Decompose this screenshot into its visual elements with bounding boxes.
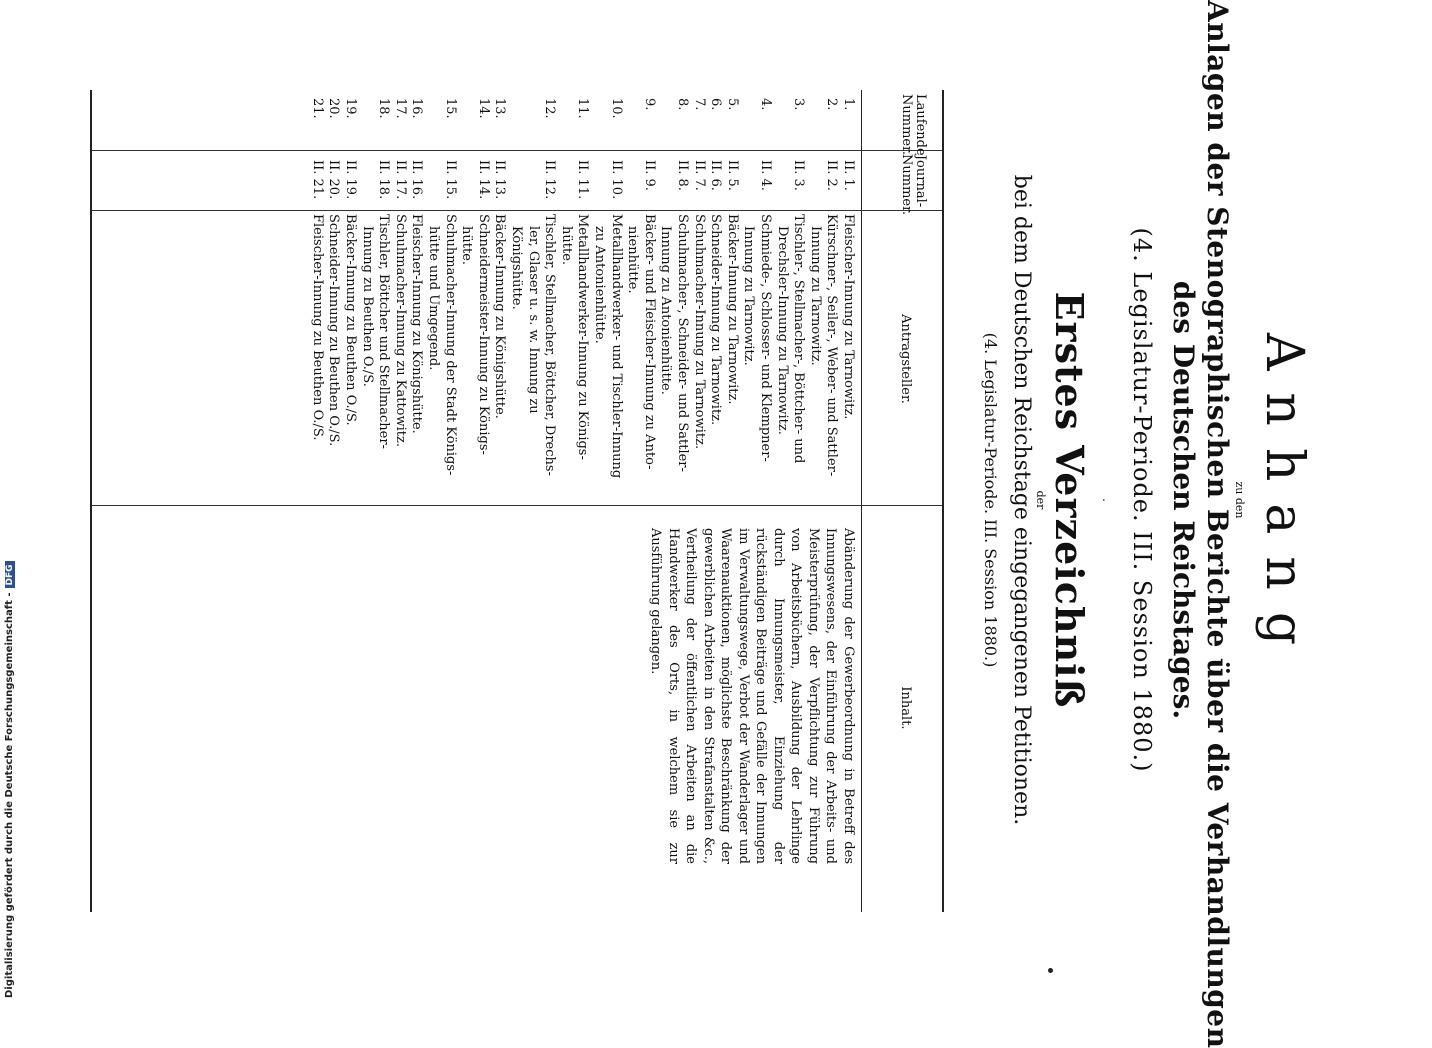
row-journal-nummer: II. 20. <box>326 160 342 200</box>
row-antragsteller: Tischler, Böttcher und Stellmacher- <box>376 214 392 449</box>
row-journal-nummer: II. 18. <box>376 160 392 200</box>
petitions-subtitle: bei dem Deutschen Reichstage eingegangenen Petitionen. <box>1009 174 1034 826</box>
column-divider-2 <box>92 210 942 211</box>
row-laufende-nummer: 19. <box>343 98 358 119</box>
column-divider-3 <box>92 505 942 506</box>
row-antragsteller: Schneider-Innung zu Beuthen O./S. <box>326 214 342 447</box>
row-journal-nummer: II. 6. <box>708 160 724 191</box>
row-antragsteller: Schneider-Innung zu Tarnowitz. <box>708 214 724 426</box>
row-antragsteller: nienhütte. <box>625 226 641 294</box>
row-laufende-nummer: 5. <box>724 98 740 111</box>
erstes-verzeichnis-title: Erstes Verzeichniß <box>1047 291 1092 709</box>
row-journal-nummer: II. 11. <box>575 160 591 200</box>
row-antragsteller: Schneidermeister-Innung zu Königs- <box>475 214 491 455</box>
row-laufende-nummer: 4. <box>758 98 773 111</box>
row-journal-nummer: II. 9. <box>641 160 657 191</box>
anlagen-line-2: des Deutschen Reichstages. <box>1167 280 1200 720</box>
row-laufende-nummer: 9. <box>641 98 657 111</box>
period-line: (4. Legislatur-Periode. III. Session 1880.) <box>1128 227 1156 773</box>
row-antragsteller: Innung zu Tarnowitz. <box>741 226 757 366</box>
row-antragsteller: Bäcker-Innung zu Tarnowitz. <box>724 214 740 405</box>
row-journal-nummer: II. 19. <box>343 160 358 200</box>
row-antragsteller: zu Antonienhütte. <box>592 226 607 344</box>
row-laufende-nummer: 12. <box>542 98 558 119</box>
row-journal-nummer: II. 10. <box>608 160 624 200</box>
col-header-inhalt: Inhalt. <box>898 686 913 730</box>
anhang-title: Anhang <box>1254 332 1314 668</box>
row-laufende-nummer: 1. <box>841 98 856 111</box>
inhalt-text <box>417 528 857 864</box>
row-antragsteller: Fleischer-Innung zu Tarnowitz. <box>841 214 856 420</box>
row-laufende-nummer: 14. <box>475 98 491 119</box>
row-laufende-nummer: 20. <box>326 98 342 119</box>
footer-text <box>4 561 15 998</box>
row-antragsteller: Schuhmacher-Innung zu Kattowitz. <box>392 214 408 447</box>
row-journal-nummer: II. 16. <box>409 160 425 200</box>
row-laufende-nummer: 3. <box>791 98 807 111</box>
inhalt-paragraph: Abänderung der Gewerbeordnung in Betreff des Innungswesens, der Einführung der Arbeits- und Meisterprüfung, der Verpflichtung zur Führung von Arbeitsbüchern, Ausbildung der Lehrlinge durch Innungsmeister, Einziehung der rückständigen Beiträge und Gefälle der Innungen im Verwaltungswege, Verbot der Wanderlager und Waarenauktionen, möglichste Beschränkung der gewerblichen Arbeiten in den Strafanstalten &c., Vertheilung der öffentlichen Arbeiten an die Handwerker des Orts, in welchem sie zur Ausführung gelangen. <box>648 528 856 864</box>
row-laufende-nummer: 15. <box>442 98 458 119</box>
anlagen-line-1: Anlagen der Stenographischen Berichte über die Verhandlungen <box>1201 0 1234 1048</box>
row-antragsteller: Tischler, Stellmacher, Böttcher, Drechs- <box>542 214 558 476</box>
row-laufende-nummer: 10. <box>608 98 624 119</box>
row-antragsteller: hütte. <box>558 226 574 266</box>
separator-dot: . <box>1100 498 1114 502</box>
scan-speck <box>1048 968 1053 973</box>
row-antragsteller: ler, Glaser u. s. w. Innung zu <box>525 226 541 414</box>
row-journal-nummer: II. 21. <box>309 160 325 200</box>
row-antragsteller: Schmiede-, Schlosser- und Klempner- <box>758 214 773 462</box>
row-laufende-nummer: 11. <box>575 98 591 119</box>
table-bottom-rule <box>90 90 92 912</box>
row-laufende-nummer: 17. <box>392 98 408 119</box>
dfg-logo: DFG <box>5 561 15 588</box>
legislatur-line: (4. Legislatur-Periode. III. Session 1880.) <box>981 332 1000 668</box>
col-header-antragsteller: Antragsteller. <box>898 314 913 404</box>
table-header-rule <box>861 90 862 912</box>
row-antragsteller: Innung zu Beuthen O./S. <box>359 226 375 387</box>
row-antragsteller: Metallhandwerker- und Tischler-Innung <box>608 214 624 479</box>
row-laufende-nummer: 6. <box>708 98 724 111</box>
row-journal-nummer: II. 17. <box>392 160 408 200</box>
row-antragsteller: Königshütte. <box>509 226 524 310</box>
row-antragsteller: Drechsler-Innung zu Tarnowitz. <box>774 226 790 435</box>
row-antragsteller: Fleischer-Innung zu Königshütte. <box>409 214 425 434</box>
col-header-laufende: Laufende Nummer. <box>899 94 928 156</box>
column-divider-1 <box>92 150 942 151</box>
row-antragsteller: hütte und Umgegend. <box>426 226 441 371</box>
row-antragsteller: Schuhmacher-Innung zu Tarnowitz. <box>691 214 707 450</box>
row-laufende-nummer: 18. <box>376 98 392 119</box>
row-journal-nummer: II. 13. <box>492 160 508 200</box>
row-antragsteller: Bäcker- und Fleischer-Innung zu Anto- <box>641 214 657 470</box>
row-journal-nummer: II. 3. <box>791 160 807 191</box>
footer-credit: Digitalisierung gefördert durch die Deutsche Forschungsgemeinschaft - <box>4 592 15 998</box>
row-antragsteller: Schuhmacher-Innung der Stadt Königs- <box>442 214 458 476</box>
row-antragsteller: Fleischer-Innung zu Beuthen O./S. <box>309 214 325 441</box>
row-antragsteller: Kürschner-, Seiler-, Weber- und Sattler- <box>824 214 840 477</box>
row-journal-nummer: II. 5. <box>724 160 740 191</box>
table-top-rule <box>942 90 944 912</box>
der-line: der <box>1034 490 1047 510</box>
row-antragsteller: Innung zu Antonienhütte. <box>658 226 674 395</box>
row-antragsteller: hütte. <box>459 226 475 266</box>
zu-den-line: zu den <box>1233 481 1246 519</box>
row-laufende-nummer: 21. <box>309 98 325 119</box>
row-journal-nummer: II. 14. <box>475 160 491 200</box>
row-journal-nummer: II. 8. <box>675 160 690 191</box>
row-journal-nummer: II. 4. <box>758 160 773 191</box>
row-antragsteller: Bäcker-Innung zu Königshütte. <box>492 214 508 419</box>
col-header-journal: Journal-Nummer. <box>899 154 928 216</box>
row-journal-nummer: II. 12. <box>542 160 558 200</box>
row-laufende-nummer: 7. <box>691 98 707 111</box>
row-journal-nummer: II. 7. <box>691 160 707 191</box>
digitization-footer <box>0 0 22 1000</box>
row-antragsteller: Innung zu Tarnowitz. <box>807 226 823 366</box>
row-journal-nummer: II. 1. <box>841 160 856 191</box>
row-journal-nummer: II. 2. <box>824 160 840 191</box>
row-antragsteller: Tischler-, Stellmacher-, Böttcher- und <box>791 214 807 464</box>
row-antragsteller: Bäcker-Innung zu Beuthen O./S. <box>343 214 358 426</box>
row-antragsteller: Metallhandwerker-Innung zu Königs- <box>575 214 591 460</box>
row-laufende-nummer: 16. <box>409 98 425 119</box>
row-antragsteller: Schuhmacher-, Schneider- und Sattler- <box>675 214 690 472</box>
row-laufende-nummer: 13. <box>492 98 508 119</box>
row-journal-nummer: II. 15. <box>442 160 458 200</box>
row-laufende-nummer: 2. <box>824 98 840 111</box>
row-laufende-nummer: 8. <box>675 98 690 111</box>
